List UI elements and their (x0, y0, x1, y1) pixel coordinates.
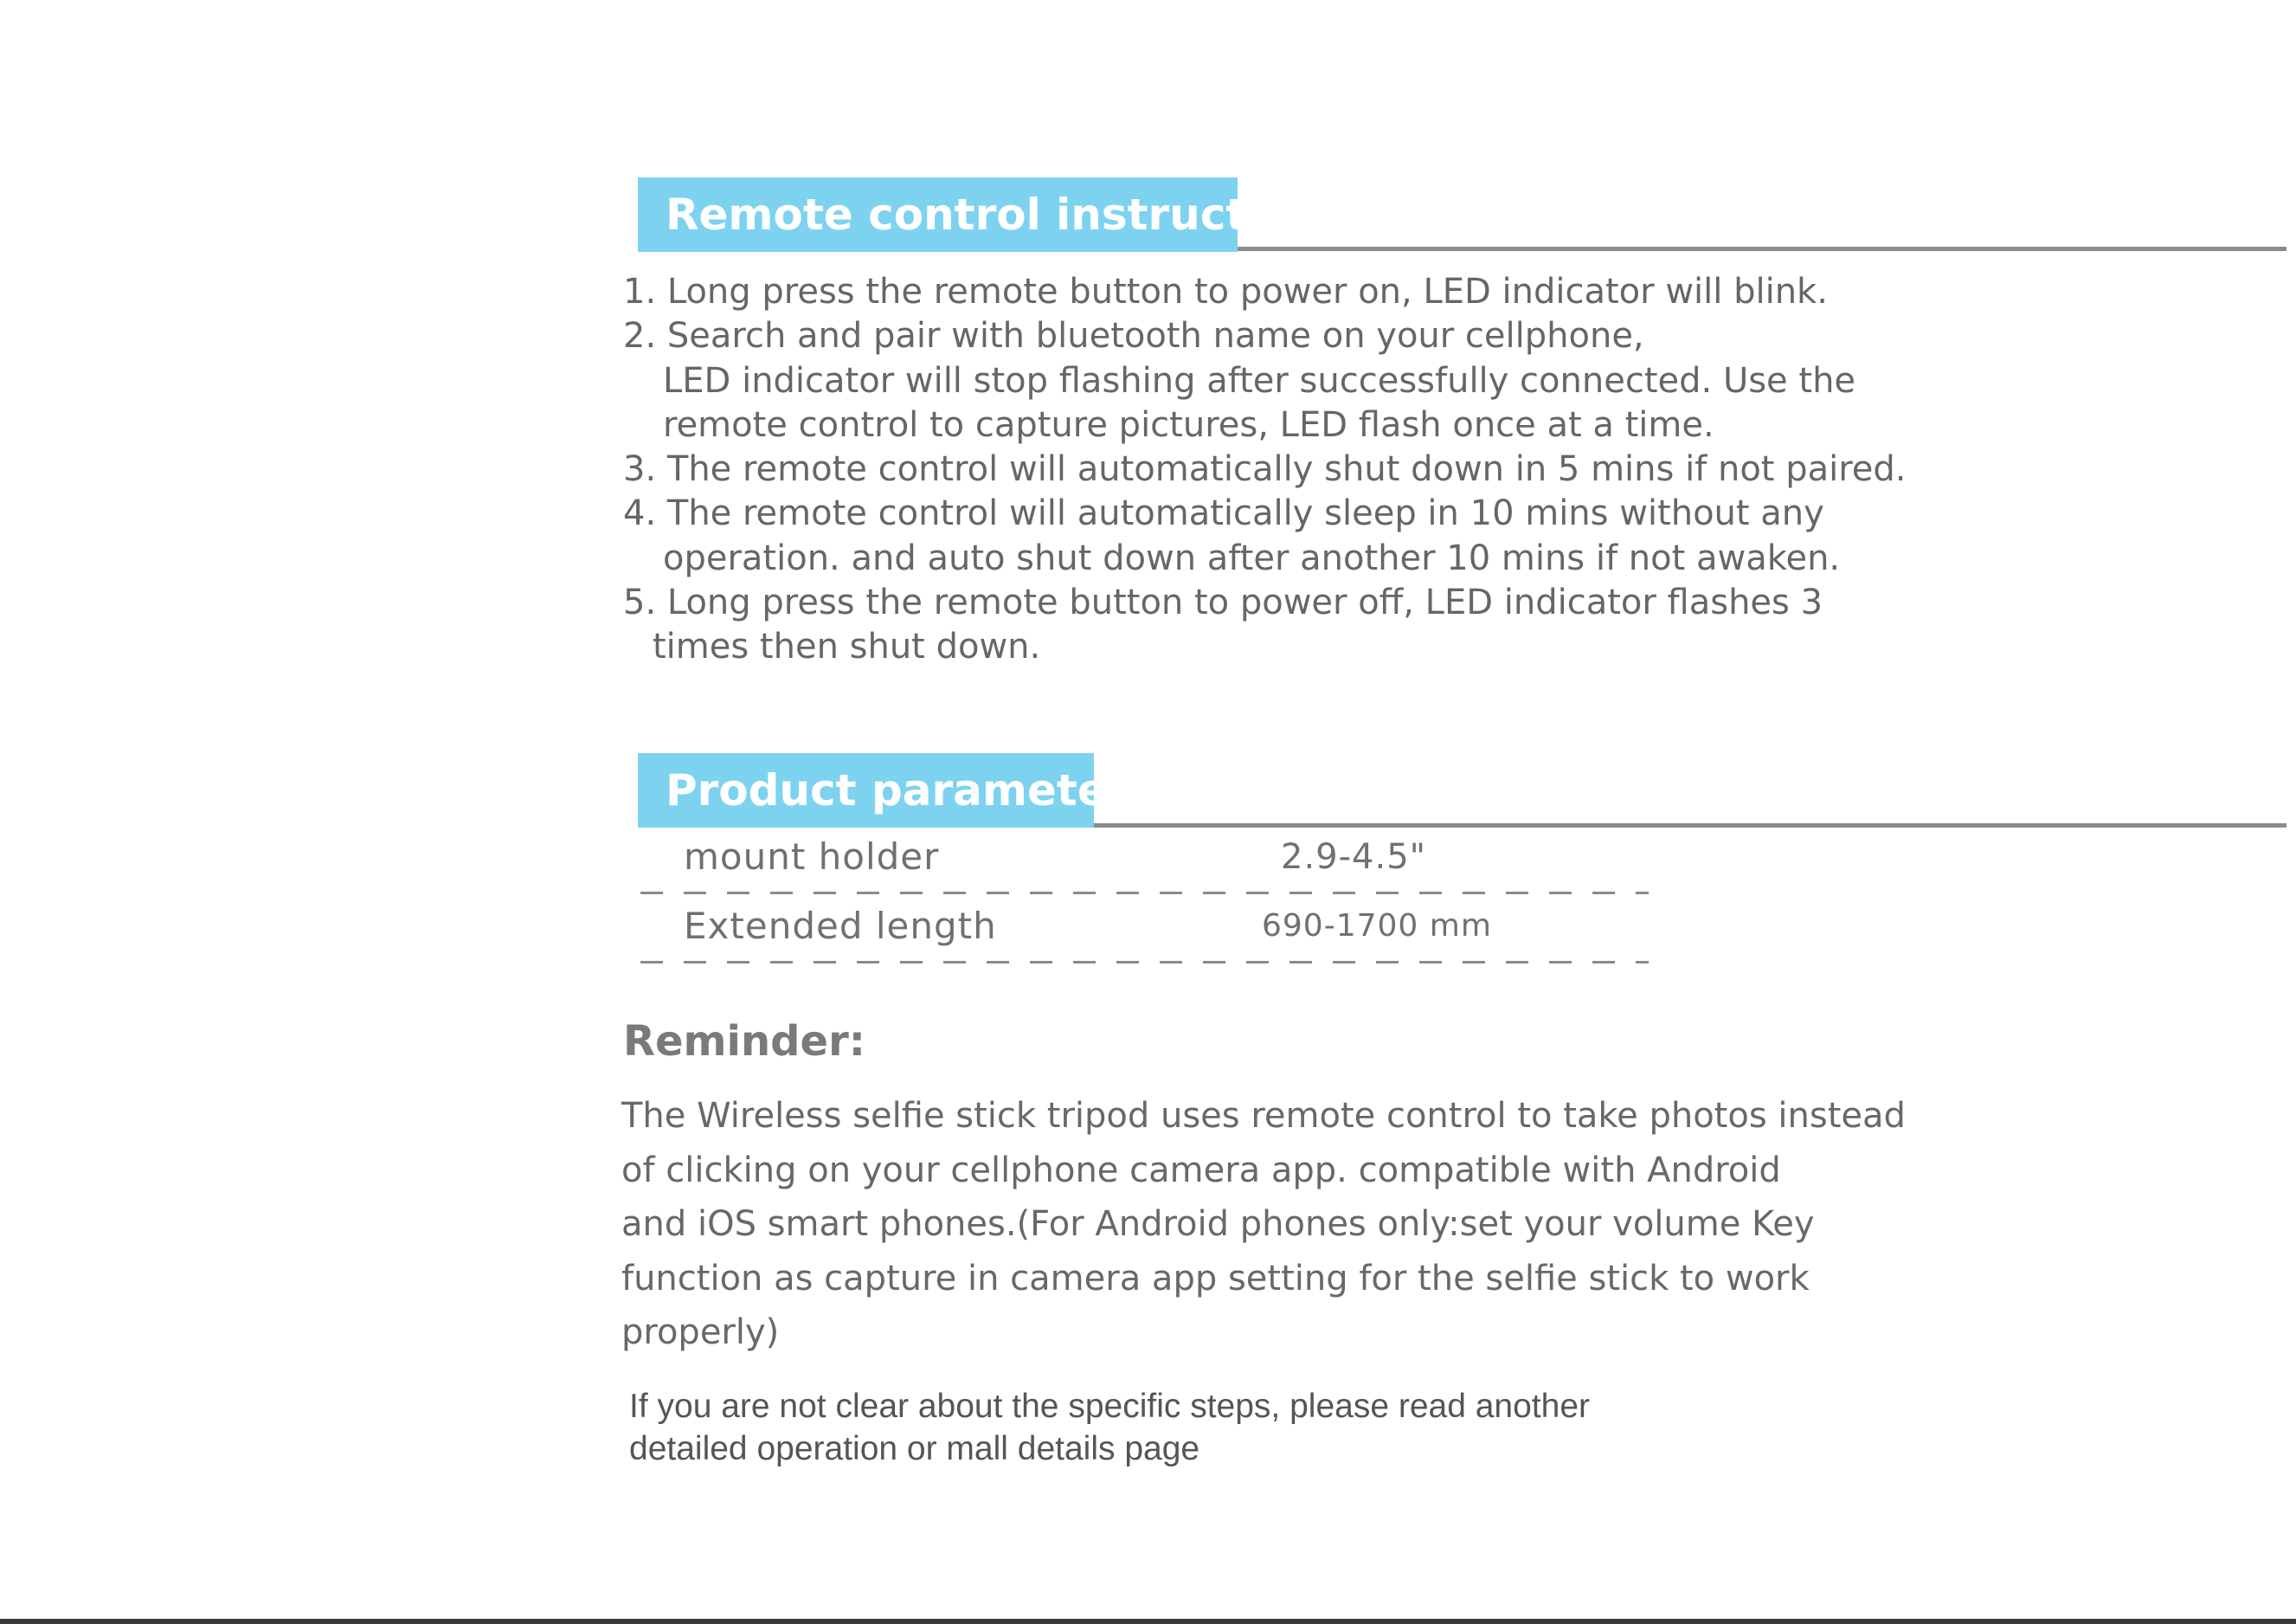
row-divider (640, 961, 1649, 963)
note-line: If you are not clear about the specific steps, please read another (629, 1388, 1591, 1425)
parameters-table (640, 831, 1649, 970)
instruction-line: LED indicator will stop flashing after successfully connected. Use the (663, 360, 1856, 401)
instruction-line: 5. Long press the remote button to power off, LED indicator flashes 3 (623, 583, 1823, 623)
row-divider (640, 892, 1649, 894)
table-row (640, 900, 1649, 970)
reminder-line: properly) (621, 1312, 780, 1352)
instruction-line: operation. and auto shut down after another 10 mins if not awaken. (663, 538, 1841, 578)
instruction-line: 3. The remote control will automatically shut down in 5 mins if not paired. (623, 449, 1907, 490)
instruction-line: 4. The remote control will automatically sleep in 10 mins without any (623, 493, 1824, 534)
reminder-title: Reminder: (623, 1017, 865, 1066)
reminder-line: The Wireless selfie stick tripod uses remote control to take photos instead (621, 1096, 1906, 1136)
instruction-line: times then shut down. (653, 627, 1041, 667)
param-label: mount holder (684, 835, 940, 878)
reminder-line: function as capture in camera app setting for the selfie stick to work (621, 1258, 1810, 1299)
product-parameters-title: Product parameters (638, 753, 1094, 828)
instruction-line: 1. Long press the remote button to power on, LED indicator will blink. (623, 272, 1828, 312)
reminder-line: and iOS smart phones.(For Android phones only:set your volume Key (621, 1204, 1815, 1244)
reminder-line: of clicking on your cellphone camera app. compatible with Android (621, 1150, 1781, 1190)
remote-instructions-title: Remote control instructions (638, 177, 1238, 252)
reminder-body (621, 1089, 1906, 1360)
instruction-line: remote control to capture pictures, LED flash once at a time. (663, 404, 1714, 445)
param-label: Extended length (684, 905, 997, 947)
instruction-line: 2. Search and pair with bluetooth name on your cellphone, (623, 316, 1644, 357)
details-note (629, 1385, 1754, 1470)
param-value: 690-1700 mm (1262, 908, 1492, 944)
page-bottom-border (0, 1619, 2296, 1624)
note-line: detailed operation or mall details page (629, 1430, 1200, 1467)
param-value: 2.9-4.5" (1281, 837, 1427, 877)
remote-instructions-list (623, 270, 1907, 670)
table-row (640, 831, 1649, 900)
